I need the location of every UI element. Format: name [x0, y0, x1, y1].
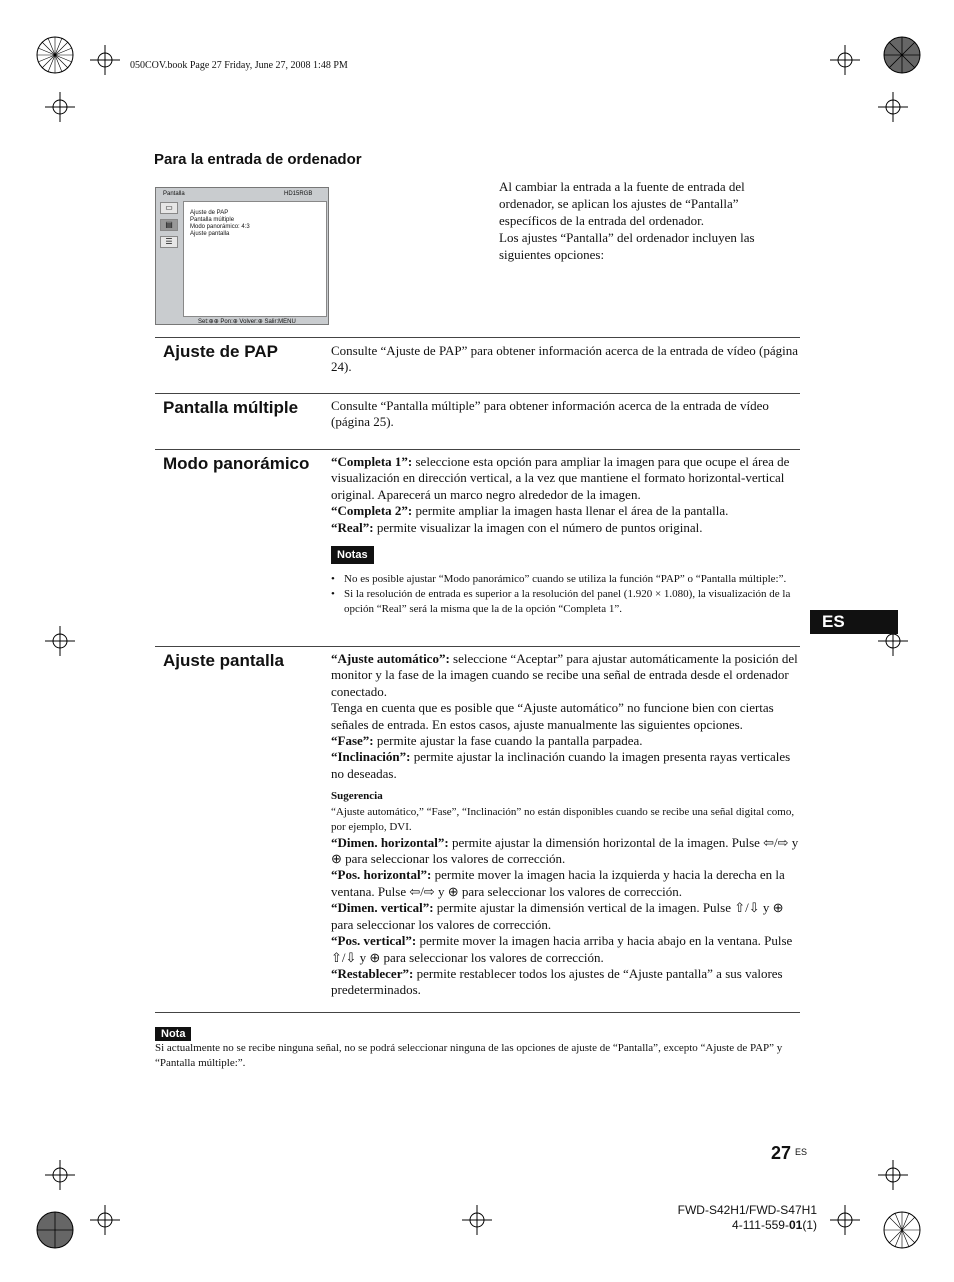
- model-info: [678, 1203, 817, 1233]
- option-label: “Restablecer”:: [331, 965, 414, 981]
- term-ajuste-pap: Ajuste de PAP: [163, 342, 278, 361]
- divider: [155, 337, 800, 338]
- language-tab: ES: [810, 610, 898, 634]
- option-text: permite mover la imagen hacia arriba y hacia abajo en la ventana. Pulse ⇧/⇩ y ⊕ para seleccionar los valores de corrección.: [331, 933, 793, 965]
- screen-title: Pantalla: [163, 191, 185, 197]
- option-label: “Ajuste automático”:: [331, 651, 450, 666]
- option-text: permite mover la imagen hacia la izquierda y hacia la derecha en la ventana. Pulse ⇦/⇨ y ⊕ para seleccionar los valores de corrección.: [331, 867, 785, 899]
- desc-ajuste-pantalla: [331, 651, 801, 999]
- screen-menu-item: Pantalla múltiple: [190, 217, 235, 223]
- option-label: “Real”:: [331, 519, 374, 535]
- book-header: 050COV.book Page 27 Friday, June 27, 2008 1:48 PM: [130, 60, 348, 71]
- page-language: ES: [795, 1147, 808, 1157]
- notes-tag: Notas: [331, 546, 374, 564]
- divider: [155, 1012, 800, 1013]
- screen-side-icon: ▭: [160, 202, 178, 214]
- desc-pantalla-multiple: Consulte “Pantalla múltiple” para obtener información acerca de la entrada de vídeo (página 25).: [331, 398, 769, 430]
- option-text: permite ajustar la fase cuando la pantalla parpadea.: [373, 733, 643, 749]
- term-ajuste-pantalla: Ajuste pantalla: [163, 651, 284, 670]
- option-text: seleccione “Aceptar” para ajustar automáticamente la posición del monitor y la fase de la imagen cuando se recibe una señal de entrada desde el ordenador conectado.: [331, 651, 798, 699]
- option-label: “Completa 2”:: [331, 503, 413, 519]
- divider: [155, 393, 800, 394]
- nota-box: [155, 1024, 191, 1042]
- intro-text: [499, 178, 799, 263]
- option-text: Tenga en cuenta que es posible que “Ajuste automático” no funcione bien con ciertas señales de entrada. En estos casos, ajuste manualmente las siguientes opciones.: [331, 700, 774, 732]
- screen-side-icon: ▤: [160, 219, 178, 231]
- notes-list: [331, 572, 801, 617]
- desc-ajuste-pap: Consulte “Ajuste de PAP” para obtener información acerca de la entrada de vídeo (página 24).: [331, 343, 798, 375]
- part-code: 4-111-559-01(1): [732, 1218, 817, 1232]
- option-text: permite restablecer todos los ajustes de “Ajuste pantalla” a sus valores predeterminados.: [331, 965, 783, 998]
- divider: [155, 646, 800, 647]
- tip-text: “Ajuste automático,” “Fase”, “Inclinación” no están disponibles cuando se recibe una señal digital como, por ejemplo, DVI.: [331, 805, 795, 833]
- option-text: permite ajustar la dimensión horizontal de la imagen. Pulse ⇦/⇨ y ⊕ para seleccionar los valores de corrección.: [331, 834, 799, 867]
- option-label: “Pos. vertical”:: [331, 933, 417, 949]
- divider: [155, 449, 800, 450]
- nota-tag: Nota: [155, 1027, 191, 1041]
- option-text: permite visualizar la imagen con el número de puntos original.: [373, 519, 703, 535]
- option-label: “Dimen. vertical”:: [331, 900, 434, 916]
- tip-heading: Sugerencia: [331, 790, 383, 803]
- note-item: • Si la resolución de entrada es superior a la resolución del panel (1.920 × 1.080), la visualización de la opción “Real” será la misma que la de la opción “Completa 1”.: [331, 587, 801, 617]
- nota-text: Si actualmente no se recibe ninguna señal, no se podrá seleccionar ninguna de las opciones de ajuste de “Pantalla”, excepto “Ajuste de PAP” y “Pantalla múltiple:”.: [155, 1042, 783, 1069]
- option-text: seleccione esta opción para ampliar la imagen para que ocupe el área de visualización en dirección vertical, a la vez que mantiene el formato horizontal-vertical original. Aparecerá un marco negro alrededor de la imagen.: [331, 454, 790, 502]
- term-modo-panoramico: Modo panorámico: [163, 454, 310, 473]
- model-name: FWD-S42H1/FWD-S47H1: [677, 1203, 817, 1217]
- intro-paragraph: Los ajustes “Pantalla” del ordenador incluyen las siguientes opciones:: [499, 230, 755, 262]
- option-label: “Dimen. horizontal”:: [331, 834, 449, 850]
- section-title: Para la entrada de ordenador: [154, 151, 362, 168]
- screen-menu-item: Ajuste de PAP: [190, 210, 229, 216]
- screen-side-icon: ☰: [160, 236, 178, 248]
- intro-paragraph: Al cambiar la entrada a la fuente de entrada del ordenador, se aplican los ajustes de “Pantalla” específicos de la entrada del ordenador.: [499, 179, 745, 228]
- crop-mark-top-left: [30, 30, 90, 90]
- target-mark-side-top: [45, 92, 915, 122]
- screen-menu-item: Ajuste pantalla: [190, 231, 230, 237]
- option-label: “Inclinación”:: [331, 749, 411, 765]
- note-item: • No es posible ajustar “Modo panorámico” cuando se utiliza la función “PAP” o “Pantalla múltiple:”.: [331, 572, 801, 587]
- screen-menu: [190, 210, 250, 238]
- option-label: “Pos. horizontal”:: [331, 867, 432, 883]
- screen-illustration: [155, 187, 329, 325]
- option-label: “Fase”:: [331, 733, 374, 749]
- page-number: 27: [771, 1143, 792, 1163]
- crop-mark-top-right: [872, 30, 932, 90]
- option-label: “Completa 1”:: [331, 454, 413, 469]
- screen-menu-item: Modo panorámico: 4:3: [190, 224, 250, 230]
- term-pantalla-multiple: Pantalla múltiple: [163, 398, 299, 417]
- desc-modo-panoramico: [331, 454, 801, 617]
- screen-input: HD15RGB: [284, 191, 313, 197]
- screen-footer: Set:⊕⊕ Pon:⊕ Volver:⊕ Salir:MENU: [198, 319, 296, 325]
- option-text: permite ajustar la dimensión vertical de la imagen. Pulse ⇧/⇩ y ⊕ para seleccionar los valores de corrección.: [331, 900, 784, 932]
- option-text: permite ajustar la inclinación cuando la imagen presenta rayas verticales no deseadas.: [331, 749, 791, 781]
- option-text: permite ampliar la imagen hasta llenar el área de la pantalla.: [412, 503, 729, 519]
